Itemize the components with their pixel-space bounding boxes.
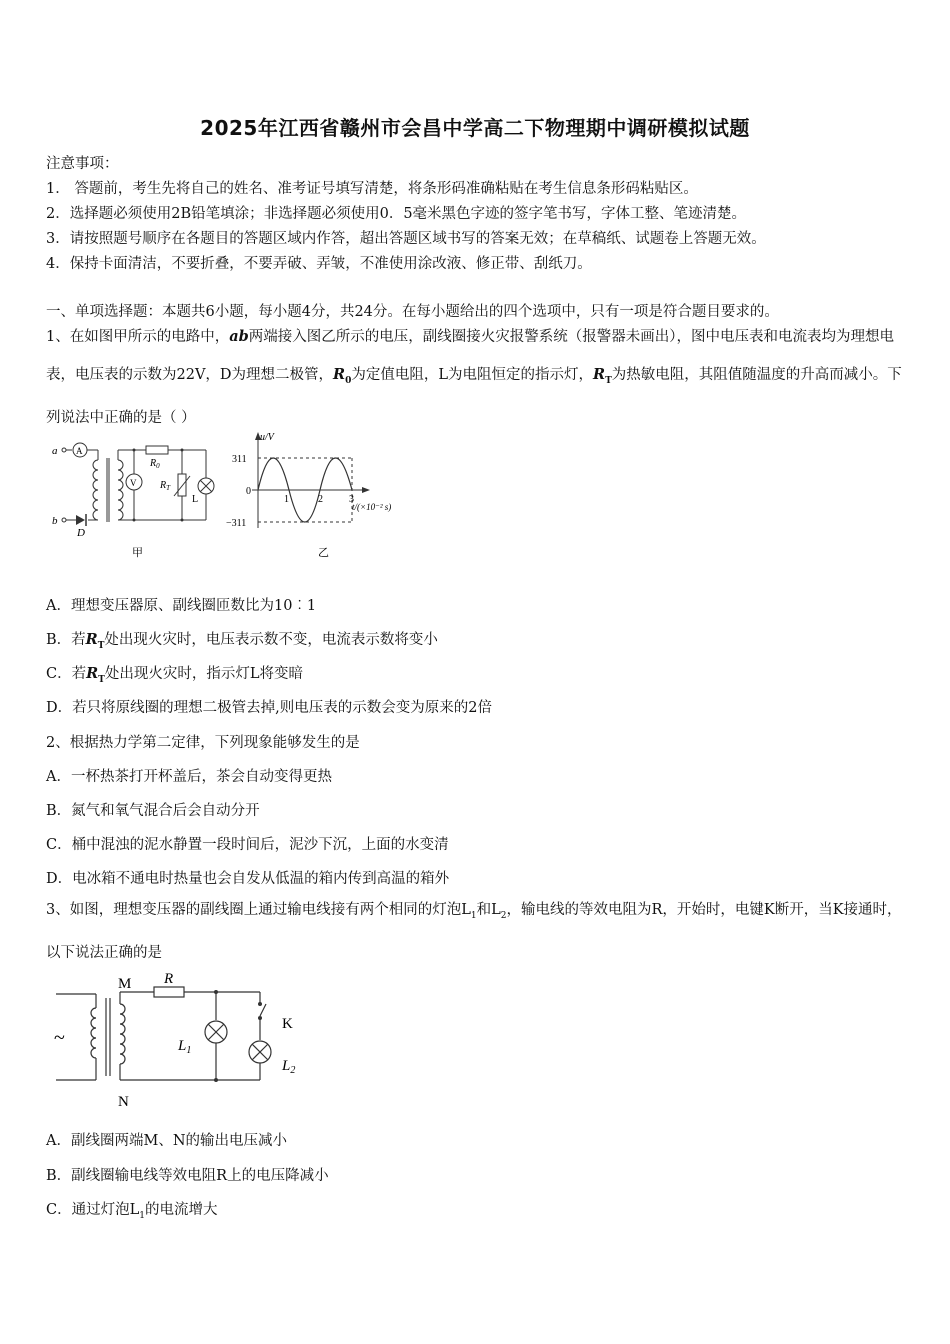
q2-option-c: C．桶中混浊的泥水静置一段时间后，泥沙下沉，上面的水变清 <box>46 837 449 853</box>
svg-text:K: K <box>282 1016 293 1032</box>
q1-option-a: A．理想变压器原、副线圈匝数比为10︰1 <box>46 598 317 614</box>
svg-text:a: a <box>52 445 58 457</box>
svg-text:311: 311 <box>232 454 247 465</box>
notice-heading: 注意事项： <box>46 156 119 172</box>
svg-text:V: V <box>130 478 137 488</box>
svg-text:t/(×10⁻² s): t/(×10⁻² s) <box>352 502 392 512</box>
svg-text:1: 1 <box>284 494 289 505</box>
notice-item-2: 2．选择题必须使用2B铅笔填涂；非选择题必须使用0．5毫米黑色字迹的签字笔书写，字体工整、笔迹清楚。 <box>46 206 747 222</box>
q1-option-b: B．若$R_T$处出现火灾时，电压表示数不变，电流表示数将变小 <box>46 631 438 651</box>
svg-text:0: 0 <box>246 486 251 497</box>
svg-text:~: ~ <box>54 1027 65 1049</box>
svg-text:D: D <box>77 527 85 539</box>
svg-text:b: b <box>52 515 58 527</box>
svg-text:2: 2 <box>318 494 323 505</box>
question-1-stem: 1、在如图甲所示的电路中，ab两端接入图乙所示的电压，副线圈接火灾报警系统（报警器未画出），图中电压表和电流表均为理想电表，电压表的示数为22V，D为理想二极管，$R_0$为定值电阻，L为电阻恒定的指示灯，$R_T$为热敏电阻，其阻值随温度的升高而减小。下列说法中正确的是（ ） <box>46 328 902 426</box>
svg-text:N: N <box>118 1094 129 1110</box>
question-3-stem: 3、如图，理想变压器的副线圈上通过输电线接有两个相同的灯泡$L_1$和$L_2$，输电线的等效电阻为R，开始时，电键K断开，当K接通时，以下说法正确的是 <box>46 902 902 961</box>
q2-option-b: B．氮气和氧气混合后会自动分开 <box>46 803 260 819</box>
question-2-stem: 2、根据热力学第二定律，下列现象能够发生的是 <box>46 735 360 751</box>
page-title: 2025年江西省赣州市会昌中学高二下物理期中调研模拟试题 <box>200 116 750 140</box>
svg-text:L: L <box>192 494 199 505</box>
svg-text:乙: 乙 <box>318 547 329 559</box>
svg-text:A: A <box>76 446 83 456</box>
svg-text:−311: −311 <box>226 518 247 529</box>
q1-option-d: D．若只将原线圈的理想二极管去掉,则电压表的示数会变为原来的2倍 <box>46 700 492 716</box>
svg-text:M: M <box>118 976 132 992</box>
q2-option-d: D．电冰箱不通电时热量也会自发从低温的箱内传到高温的箱外 <box>46 871 450 887</box>
svg-text:L1: $L_1$ <box>178 1038 192 1056</box>
svg-text:3: 3 <box>349 494 354 505</box>
notice-item-1: 1． 答题前，考生先将自己的姓名、准考证号填写清楚，将条形码准确粘贴在考生信息条形码粘贴区。 <box>46 181 698 197</box>
circuit-diagram-q3 <box>46 970 316 1115</box>
q3-option-b: B．副线圈输电线等效电阻R上的电压降减小 <box>46 1168 329 1184</box>
svg-text:甲: 甲 <box>132 547 143 559</box>
notice-item-3: 3．请按照题号顺序在各题目的答题区域内作答，超出答题区域书写的答案无效；在草稿纸、试题卷上答题无效。 <box>46 231 766 247</box>
svg-text:R0: $R_0$ <box>150 458 160 470</box>
section-heading: 一、单项选择题：本题共6小题，每小题4分，共24分。在每小题给出的四个选项中，只有一项是符合题目要求的。 <box>46 304 779 320</box>
notice-item-4: 4．保持卡面清洁，不要折叠，不要弄破、弄皱，不准使用涂改液、修正带、刮纸刀。 <box>46 256 592 272</box>
circuit-diagram-jia <box>46 430 226 562</box>
svg-text:RT: $R_T$ <box>160 480 171 492</box>
svg-text:u/V: u/V <box>260 432 274 443</box>
svg-text:R: R <box>164 971 174 987</box>
q3-option-c: C．通过灯泡$L_1$的电流增大 <box>46 1202 218 1221</box>
voltage-waveform-yi <box>222 428 422 562</box>
q1-option-c: C．若$R_T$处出现火灾时，指示灯L将变暗 <box>46 665 304 685</box>
q2-option-a: A．一杯热茶打开杯盖后，茶会自动变得更热 <box>46 769 332 785</box>
svg-text:L2: $L_2$ <box>282 1058 296 1076</box>
q3-option-a: A．副线圈两端M、N的输出电压减小 <box>46 1133 288 1149</box>
